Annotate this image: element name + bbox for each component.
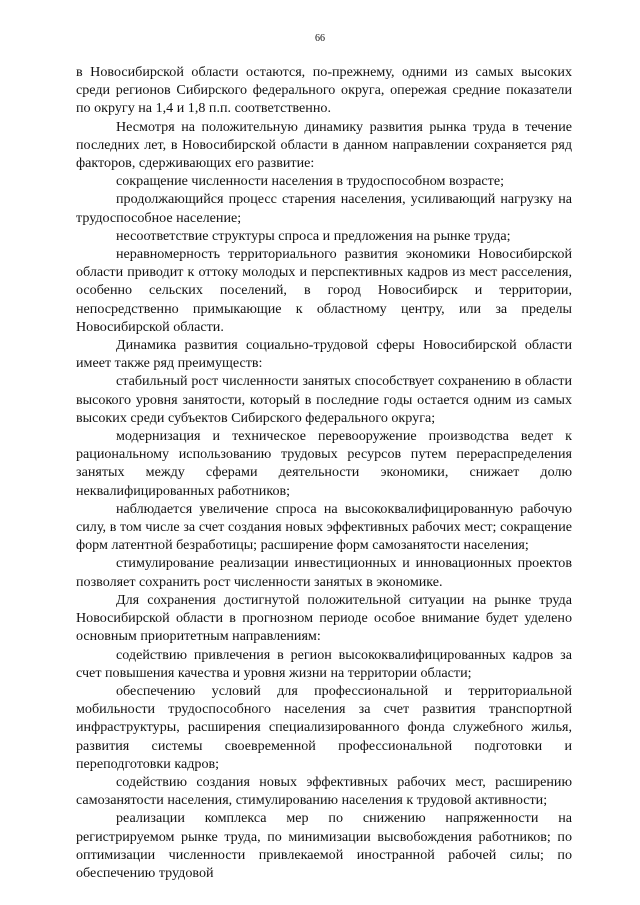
document-body [76, 63, 572, 882]
list-item-modernization: модернизация и техническое перевооружение производства ведет к рациональному использованию трудовых ресурсов путем перераспределения занятых между сферами деятельности экономики, снижает долю неквалифицированных работников; [76, 428, 572, 499]
page-number: 66 [315, 33, 325, 44]
list-item-population-decline: сокращение численности населения в трудоспособном возрасте; [116, 173, 505, 190]
list-item-employment-growth: стабильный рост численности занятых способствует сохранению в области высокого уровня занятости, который в последние годы остается одним из самых высоких среди субъектов Сибирского федерального округа; [76, 373, 572, 426]
list-item-reduce-tension: реализации комплекса мер по снижению напряженности на регистрируемом рынке труда, по минимизации высвобождения работников; по оптимизации численности привлекаемой иностранной рабочей силы; по обеспечению трудовой [76, 810, 572, 881]
list-item-skilled-demand: наблюдается увеличение спроса на высококвалифицированную рабочую силу, в том числе за счет создания новых эффективных рабочих мест; сокращение форм латентной безработицы; расширение форм самозанятости населения; [76, 500, 572, 554]
paragraph-priorities-intro: Для сохранения достигнутой положительной ситуации на рынке труда Новосибирской области в прогнозном периоде особое внимание будет уделено основным приоритетным направлениям: [76, 591, 572, 645]
paragraph-advantages-intro: Динамика развития социально-трудовой сферы Новосибирской области имеет также ряд преимуществ: [76, 337, 572, 372]
paragraph-continuation: в Новосибирской области остаются, по-прежнему, одними из самых высоких среди регионов Сибирского федерального округа, опережая средние показатели по округу на 1,4 и 1,8 п.п. соответственно. [76, 64, 572, 117]
list-item-investment-stimulation: стимулирование реализации инвестиционных и инновационных проектов позволяет сохранить рост численности занятых в экономике. [76, 555, 572, 590]
list-item-new-jobs: содействию создания новых эффективных рабочих мест, расширению самозанятости населения, стимулированию населения к трудовой активности; [76, 773, 572, 809]
paragraph-constraints-intro: Несмотря на положительную динамику развития рынка труда в течение последних лет, в Новосибирской области в данном направлении сохраняется ряд факторов, сдерживающих его развитие: [76, 118, 572, 172]
list-item-attract-talent: содействию привлечения в регион высококвалифицированных кадров за счет повышения качества и уровня жизни на территории области; [76, 646, 572, 681]
list-item-uneven-development: неравномерность территориального развития экономики Новосибирской области приводит к оттоку молодых и перспективных кадров из мест расселения, особенно сельских поселений, в город Новосибирск и территории, непосредственно примыкающие к областному центру, или за пределы Новосибирской области. [76, 246, 572, 335]
list-item-supply-demand-mismatch: несоответствие структуры спроса и предложения на рынке труда; [116, 227, 511, 244]
list-item-population-aging: продолжающийся процесс старения населения, усиливающий нагрузку на трудоспособное население; [76, 191, 572, 226]
list-item-mobility: обеспечению условий для профессиональной и территориальной мобильности трудоспособного населения за счет развития транспортной инфраструктуры, расширения специализированного фонда служебного жилья, развития системы своевременной профессиональной подготовки и переподготовки кадров; [76, 682, 572, 772]
